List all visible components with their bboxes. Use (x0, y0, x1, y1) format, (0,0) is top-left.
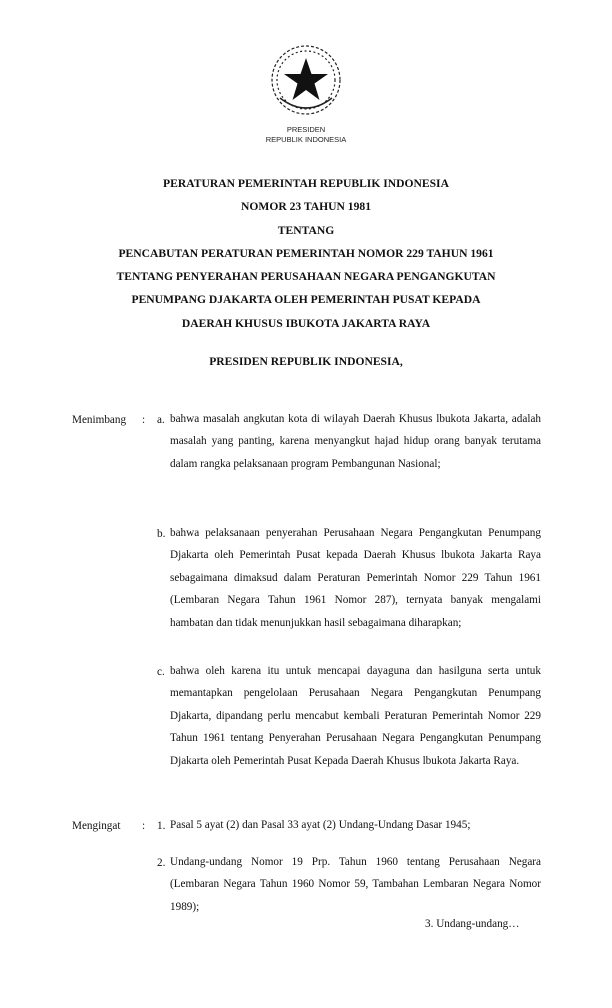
menimbang-b-marker: b. (157, 528, 166, 540)
mengingat-1-marker: 1. (157, 820, 166, 832)
menimbang-label: Menimbang (72, 414, 127, 426)
president-heading: PRESIDEN REPUBLIK INDONESIA, (209, 355, 403, 368)
mengingat-label: Mengingat (72, 820, 121, 832)
menimbang-c-text: bahwa oleh karena itu untuk mencapai dayaguna dan hasilguna serta untuk memantapkan pengelolaan Perusahaan Negara Pengangkutan Penumpang Djakarta, dipandang perlu mencabut kembali Peraturan Pemerintah Nomor 229 Tahun 1961 tentang Penyerahan Perusahaan Negara Pengangkutan Penumpang Djakarta oleh Pemerintah Pusat Kepada Daerah Khusus lbukota Jakarta Raya. (170, 665, 541, 767)
title-line: PENUMPANG DJAKARTA OLEH PEMERINTAH PUSAT KEPADA (131, 293, 481, 307)
mengingat-2-marker: 2. (157, 857, 166, 869)
title-line: PENCABUTAN PERATURAN PEMERINTAH NOMOR 229 TAHUN 1961 (118, 246, 494, 260)
page-catchword: 3. Undang-undang… (425, 918, 520, 930)
title-line: PERATURAN PEMERINTAH REPUBLIK INDONESIA (163, 177, 449, 190)
mengingat-1-text: Pasal 5 ayat (2) dan Pasal 33 ayat (2) Undang-Undang Dasar 1945; (170, 819, 471, 831)
title-line: TENTANG (277, 223, 335, 237)
presidential-emblem-icon (266, 40, 346, 120)
title-line: DAERAH KHUSUS IBUKOTA JAKARTA RAYA (181, 316, 431, 330)
mengingat-colon: : (142, 820, 146, 832)
emblem-caption-presiden: PRESIDEN (286, 125, 326, 134)
menimbang-a-marker: a. (157, 414, 165, 426)
menimbang-colon: : (142, 414, 146, 426)
menimbang-b-text: bahwa pelaksanaan penyerahan Perusahaan Negara Pengangkutan Penumpang Djakarta oleh Pemerintah Pusat kepada Daerah Khusus lbukota Jakarta Raya sebagaimana dimaksud dalam Peraturan Pemerintah Nomor 229 Tahun 1961 (Lembaran Negara Tahun 1961 Nomor 287), ternyata banyak mengalami hambatan dan tidak menunjukkan hasil sebagaimana diharapkan; (170, 527, 541, 629)
mengingat-2-text: Undang-undang Nomor 19 Prp. Tahun 1960 tentang Perusahaan Negara (Lembaran Negara Tahun 1960 Nomor 59, Tambahan Lembaran Negara Nomor 1989); (170, 856, 541, 913)
menimbang-c-marker: c. (157, 666, 165, 678)
emblem-caption-republik: REPUBLIK INDONESIA (265, 135, 347, 144)
menimbang-a-text: bahwa masalah angkutan kota di wilayah Daerah Khusus lbukota Jakarta, adalah masalah yang panting, karena menyangkut hajad hidup orang banyak terutama dalam rangka pelaksanaan program Pembangunan Nasional; (170, 413, 541, 470)
title-line: TENTANG PENYERAHAN PERUSAHAAN NEGARA PENGANGKUTAN (116, 270, 496, 284)
document-title (0, 172, 612, 335)
title-line: NOMOR 23 TAHUN 1981 (241, 200, 371, 214)
